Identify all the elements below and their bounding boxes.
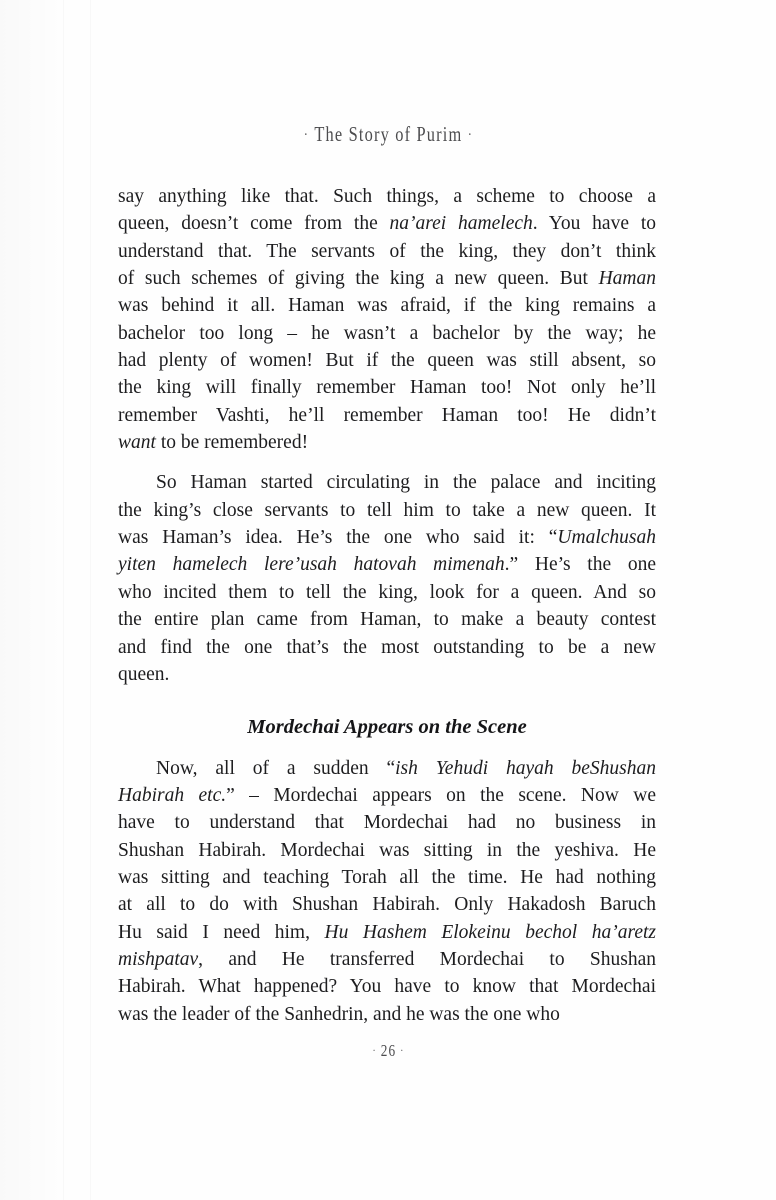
header-dot-left: · [303,127,309,143]
text-line: bachelor too long – he wasn’t a bachelor by the way; he [118,322,656,344]
text-line: want to be remembered! [118,432,309,454]
text-line: Habirah. What happened? You have to know that Mordechai [118,976,656,998]
running-header [0,122,776,147]
text-line: at all to do with Shushan Habirah. Only Hakadosh Baruch [118,894,656,916]
text-line: remember Vashti, he’ll remember Haman too! He didn’t [118,404,656,426]
paragraph [118,469,656,688]
paragraph [118,755,656,1028]
scan-edge-line [63,0,64,1200]
text-line: Now, all of a sudden “ish Yehudi hayah beShushan [156,757,656,779]
text-line: the king will finally remember Haman too! Not only he’ll [118,377,656,399]
paragraph [118,183,656,456]
text-line: the king’s close servants to tell him to take a new queen. It [118,499,656,521]
section-heading: Mordechai Appears on the Scene [247,716,527,739]
text-line: queen, doesn’t come from the na’arei hamelech. You have to [118,213,656,235]
text-line: was behind it all. Haman was afraid, if the king remains a [118,295,656,317]
text-line: who incited them to tell the king, look for a queen. And so [118,581,656,603]
text-line: of such schemes of giving the king a new queen. But Haman [118,268,656,290]
text-line: say anything like that. Such things, a scheme to choose a [118,186,656,207]
page-edge-shading [0,0,92,1200]
page-number: 26 [380,1041,396,1060]
text-line: mishpatav, and He transferred Mordechai to Shushan [118,948,656,970]
header-dot-right: · [467,127,473,143]
text-line: Hu said I need him, Hu Hashem Elokeinu bechol ha’aretz [118,921,657,943]
footer-dot-left: · [372,1043,377,1057]
text-line: was the leader of the Sanhedrin, and he was the one who [118,1003,560,1025]
text-line: queen. [118,663,170,685]
text-line: was Haman’s idea. He’s the one who said it: “Umalchusah [118,527,656,549]
text-line: Shushan Habirah. Mordechai was sitting in the yeshiva. He [118,839,656,861]
text-line: understand that. The servants of the king, they don’t think [118,240,656,262]
page-footer [0,1041,776,1061]
footer-dot-right: · [399,1043,404,1057]
text-line: have to understand that Mordechai had no business in [118,812,656,834]
text-line: yiten hamelech lere’usah hatovah mimenah.” He’s the one [118,554,656,576]
running-header-title: The Story of Purim [313,122,463,146]
scan-edge-line [90,0,91,1200]
text-line: Habirah etc.” – Mordechai appears on the scene. Now we [118,784,656,806]
text-line: and find the one that’s the most outstanding to be a new [118,636,656,658]
body-text [118,183,656,1041]
text-line: So Haman started circulating in the palace and inciting [156,472,656,494]
text-line: the entire plan came from Haman, to make a beauty contest [118,609,656,631]
text-line: was sitting and teaching Torah all the time. He had nothing [118,866,656,888]
text-line: had plenty of women! But if the queen was still absent, so [118,350,656,372]
